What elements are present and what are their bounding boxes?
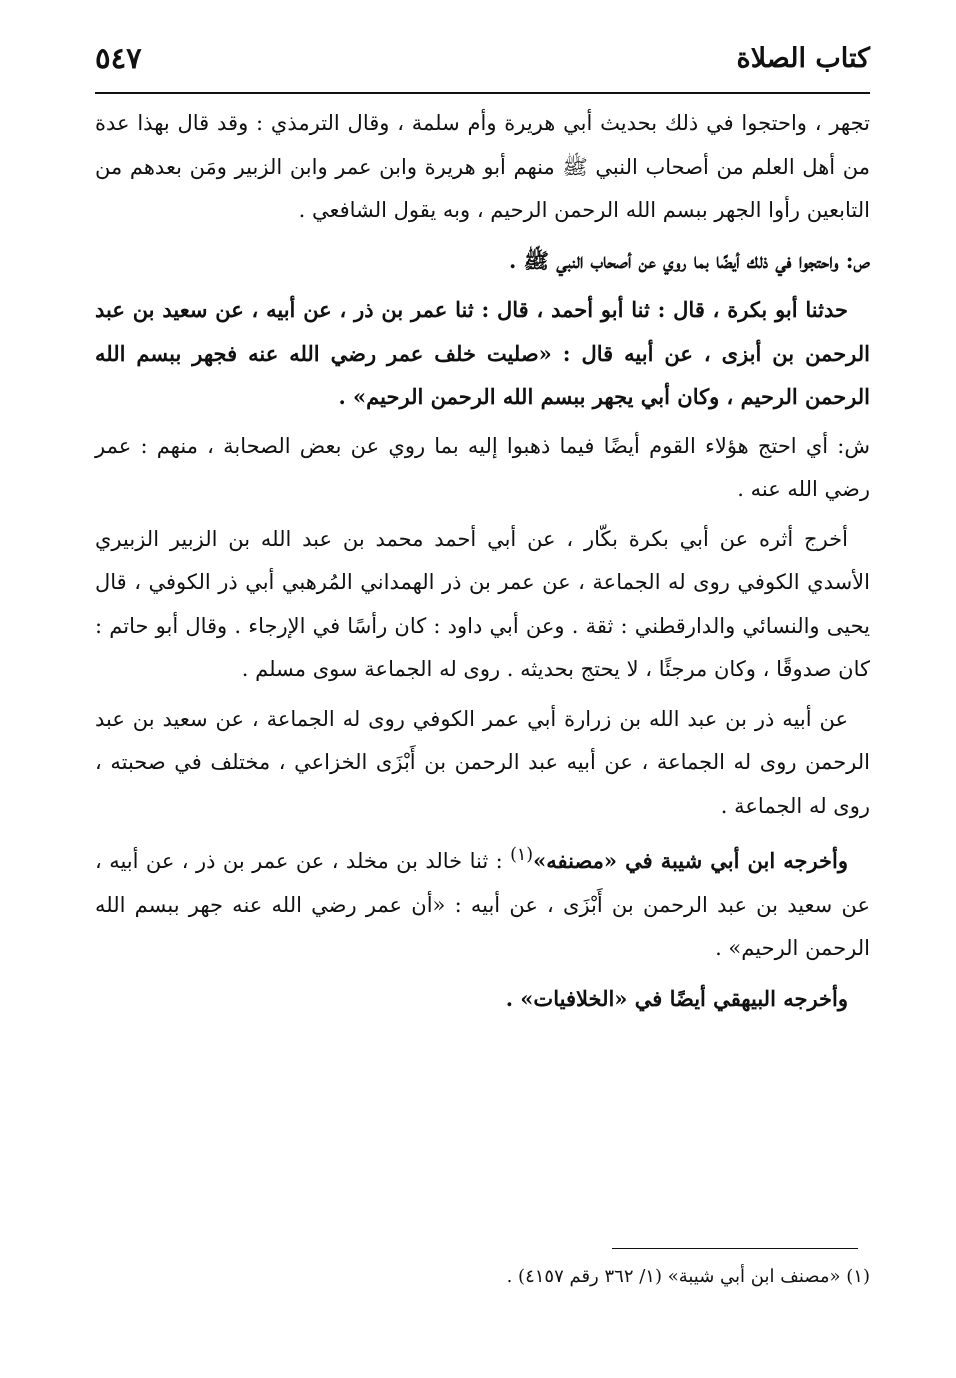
footnote: (١) «مصنف ابن أبي شيبة» (١/ ٣٦٢ رقم ٤١٥٧) . (506, 1266, 870, 1287)
footnote-rule (612, 1248, 858, 1249)
paragraph-narrators: أخرج أثره عن أبي بكرة بكّار ، عن أبي أحمد محمد بن عبد الله بن الزبير الزبيري الأسدي الكوفي روى له الجماعة ، عن عمر بن ذر الهمداني المُرهبي أبي ذر الكوفي ، قال يحيى والنسائي والدارقطني : ثقة . وعن أبي داود : كان رأسًا في الإرجاء . وقال أبو حاتم : كان صدوقًا ، وكان مرجئًا ، لا يحتج بحديثه . روى له الجماعة سوى مسلم . (95, 526, 870, 681)
paragraph-hadith-chain: حدثنا أبو بكرة ، قال : ثنا أبو أحمد ، قال : ثنا عمر بن ذر ، عن أبيه ، عن سعيد بن عبد الرحمن بن أبزى ، عن أبيه قال : «صليت خلف عمر رضي الله عنه فجهر ببسم الله الرحمن الرحيم ، وكان أبي يجهر ببسم الله الرحمن الرحيم» . (95, 297, 870, 409)
running-title: كتاب الصلاة (736, 42, 870, 74)
header-rule (95, 92, 870, 94)
source-lead: وأخرجه ابن أبي شيبة في «مصنفه» (533, 848, 848, 873)
paragraph-text-heading: ص: واحتجوا في ذلك أيضًا بما روي عن أصحاب النبي ﷺ . (508, 247, 870, 273)
page-number: ٥٤٧ (95, 41, 142, 75)
paragraph-continuation: تجهر ، واحتجوا في ذلك بحديث أبي هريرة وأم سلمة ، وقال الترمذي : وقد قال بهذا عدة من أهل العلم من أصحاب النبي ﷺ منهم أبو هريرة وابن عمر وابن الزبير ومَن بعدهم من التابعين رأوا الجهر ببسم الله الرحمن الرحيم ، وبه يقول الشافعي . (95, 111, 870, 222)
main-text (95, 102, 870, 1020)
paragraph-narrators-continued: عن أبيه ذر بن عبد الله بن زرارة أبي عمر الكوفي روى له الجماعة ، عن سعيد بن عبد الرحمن روى له الجماعة ، عن أبيه عبد الرحمن بن أَبْزَى الخزاعي ، مختلف في صحبته ، روى له الجماعة . (95, 706, 870, 818)
paragraph-bayhaqi: وأخرجه البيهقي أيضًا في «الخلافيات» . (505, 985, 848, 1011)
footnote-reference[interactable]: (١) (510, 845, 534, 865)
paragraph-commentary: ش: أي احتج هؤلاء القوم أيضًا فيما ذهبوا إليه بما روي عن بعض الصحابة ، منهم : عمر رضي الله عنه . (95, 433, 870, 501)
source-rest: : ثنا خالد بن مخلد ، عن عمر بن ذر ، عن أبيه ، عن سعيد بن عبد الرحمن بن أَبْزَى ، عن أبيه : «أن عمر رضي الله عنه جهر ببسم الله الرحمن الرحيم» . (95, 849, 870, 960)
paragraph-ibn-abi-shaybah (95, 834, 870, 971)
page-header (95, 28, 870, 88)
